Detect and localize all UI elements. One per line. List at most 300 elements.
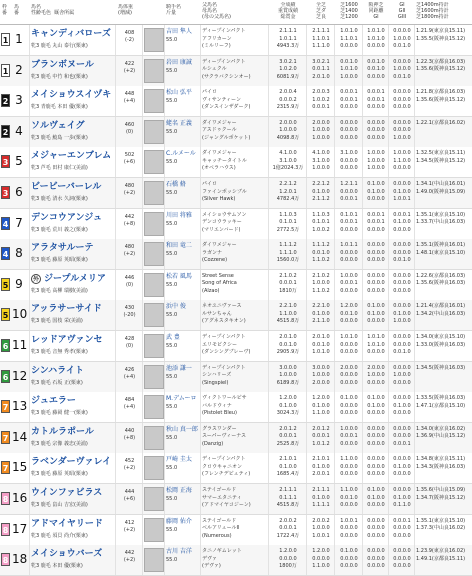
horse-weight: 442 (+8) [123, 213, 136, 227]
jockey-weight: 55.0 [166, 98, 178, 105]
horse-number: 4 [15, 123, 23, 138]
horse-weight: 446 (0) [124, 274, 135, 288]
horse-name-link[interactable]: ウインファビラス [31, 488, 103, 498]
horse-weight: 442 (+2) [123, 550, 136, 564]
track-record: 1.2.0.0 0.1.0.0 1.1.0.0 [312, 395, 330, 417]
track-record: 2.0.0.2 1.0.0.0 1.0.0.1 [312, 517, 330, 539]
pedigree: タニノギムレット デヴァ (デヴァ) [202, 548, 242, 570]
jockey-photo [144, 303, 164, 327]
slot-badge: 7 [1, 461, 10, 474]
jockey-name-link[interactable]: 浜中 俊 [166, 303, 186, 311]
jockey-name-link[interactable]: 岩田 康誠 [166, 58, 192, 66]
course-record: 0.1.0.0 0.1.0.0 0.0.0.0 [367, 395, 385, 417]
slot-badge: 1 [1, 33, 10, 46]
course-record: 1.0.1.0 1.0.1.0 0.0.0.0 [367, 334, 385, 355]
table-row[interactable] [0, 300, 472, 331]
jockey-photo [144, 273, 164, 297]
distance-record: 0.0.0.1 0.0.0.1 0.0.0.0 [340, 89, 358, 111]
jockey-weight: 55.0 [166, 404, 178, 411]
horse-number: 7 [15, 215, 23, 230]
jockey-name-link[interactable]: 川田 将雅 [166, 211, 192, 219]
horse-name-link[interactable]: カトルラポール [31, 426, 94, 437]
horse-name-link[interactable]: レッドアヴァンセ [31, 335, 103, 345]
horse-info: 牝3 鹿毛 中竹 和也(栗東) [31, 73, 88, 80]
header-jockey: 騎手名 斤量 [166, 4, 182, 16]
horse-info: 牝3 鹿毛 鮫島 一歩(栗東) [31, 134, 88, 141]
horse-weight: 408 (-2) [124, 30, 135, 43]
horse-number: 9 [15, 276, 23, 291]
slot-badge: 2 [1, 94, 10, 107]
grade-record: 0.0.0.0 0.0.0.0 0.0.1.0 [393, 334, 411, 355]
slot-badge: 7 [1, 400, 10, 413]
pedigree: ネオユニヴァース ルサンちゃん (アグネスタキオン) [202, 303, 246, 325]
track-record: 2.1.1.1 0.1.0.0 1.1.1.1 [312, 487, 330, 508]
best-times: 1.21.4(京都良16.01) 1.34.2(中山良16.03) [416, 303, 466, 317]
jockey-weight: 55.0 [166, 128, 178, 135]
table-row[interactable] [0, 392, 472, 423]
jockey-name-link[interactable]: 和田 竜二 [166, 242, 192, 250]
career-record: 4.1.0.0 3.1.0.0 1億2024.3万 [272, 150, 304, 172]
table-row[interactable] [0, 56, 472, 87]
track-record: 2.2.1.0 0.1.0.0 2.1.1.0 [312, 303, 330, 325]
career-record: 2.1.0.1 0.1.0.0 1685.4万 [276, 456, 300, 478]
table-row[interactable] [0, 239, 472, 270]
course-record: 0.0.0.0 0.0.0.0 0.0.0.0 [367, 548, 385, 570]
jockey-weight: 55.0 [166, 251, 178, 258]
header-record: 全成績 重賞成績 総賞金 [277, 2, 298, 20]
course-record: 0.1.0.0 0.1.0.0 0.0.0.0 [367, 303, 385, 325]
slot-badge: 6 [1, 339, 10, 352]
career-record: 2.1.1.1 1.0.1.1 4943.3万 [276, 28, 300, 49]
grade-record: 0.0.0.1 0.0.0.0 0.0.0.0 [393, 517, 411, 539]
course-record: 0.0.0.0 0.0.0.0 0.0.0.0 [367, 119, 385, 141]
grade-record: 0.0.0.0 0.0.0.0 0.0.1.0 [393, 242, 411, 264]
track-record: 2.2.1.2 0.1.0.0 2.1.1.2 [312, 181, 330, 202]
jockey-weight: 55.0 [166, 434, 178, 441]
jockey-weight: 55.0 [166, 220, 178, 227]
track-record: 2.0.0.3 1.0.0.2 0.0.0.1 [312, 89, 330, 111]
distance-record: 1.0.1.1 0.0.0.0 0.0.0.0 [340, 242, 358, 264]
horse-number: 12 [12, 368, 28, 383]
jockey-name-link[interactable]: 藤岡 佑介 [166, 517, 192, 525]
course-record: 0.0.0.0 0.0.0.0 0.0.0.0 [367, 425, 385, 447]
jockey-weight: 55.0 [166, 37, 178, 43]
grade-record: 0.0.0.0 1.0.0.0 0.0.1.0 [393, 58, 411, 80]
horse-number: 11 [12, 338, 28, 352]
course-record: 0.0.0.1 0.0.0.1 0.0.0.0 [367, 211, 385, 233]
jockey-name-link[interactable]: 松若 風馬 [166, 272, 192, 280]
grade-record: 0.0.0.0 0.0.0.0 0.0.0.1 [393, 425, 411, 447]
table-row[interactable] [0, 117, 472, 148]
track-record: 2.0.1.0 0.0.1.0 1.0.1.0 [312, 334, 330, 355]
header-distance: 芝1600 芝1400 芝1200 [340, 2, 358, 20]
horse-name-link[interactable]: ソルヴェイグ [31, 120, 85, 131]
horse-info: 牝3 青鹿毛 本田 優(栗東) [31, 104, 88, 111]
jockey-name-link[interactable]: 蛯名 正義 [166, 119, 192, 127]
jockey-photo [144, 59, 164, 83]
horse-number: 6 [15, 185, 23, 199]
grade-record: 0.0.0.0 0.1.0.0 0.1.1.0 [393, 487, 411, 508]
course-record: 0.1.0.0 0.1.0.0 0.0.0.0 [367, 487, 385, 508]
horse-info: 牝3 鹿毛 宗像 義忠(美浦) [31, 440, 88, 447]
header-weight: 馬体重 (増減) [118, 4, 134, 16]
grade-record: 0.0.0.0 0.0.0.0 0.0.0.0 [393, 272, 411, 294]
horse-weight: 430 (-20) [123, 305, 136, 319]
horse-number: 16 [12, 491, 28, 505]
pedigree: パイロ ファインポッシブル (Silver Hawk) [202, 181, 247, 202]
jockey-name-link[interactable]: 戸崎 圭太 [166, 456, 192, 464]
horse-weight: 444 (+6) [123, 489, 136, 502]
horse-number: 13 [12, 399, 28, 414]
career-record: 1.2.0.0 0.1.0.0 3024.3万 [276, 395, 300, 417]
horse-weight: 502 (+6) [123, 152, 136, 166]
slot-badge: 8 [1, 523, 10, 536]
horse-weight: 480 (+2) [123, 183, 136, 196]
slot-badge: 3 [1, 186, 10, 199]
best-times: 1.23.9(東京良16.02) 1.49.1(京都良15.11) [416, 548, 466, 562]
table-row[interactable] [0, 178, 472, 209]
course-record: 0.0.0.0 0.0.0.0 0.0.0.0 [367, 517, 385, 539]
best-times: 1.32.5(東京良15.11) 1.34.5(阪神良15.12) [416, 150, 466, 164]
header-pedigree: 父馬名 母馬名 (母の父馬名) [202, 2, 231, 20]
distance-record: 3.1.0.0 0.0.0.0 0.0.0.0 [340, 150, 358, 172]
course-record: 0.0.0.1 0.0.0.1 0.0.0.0 [367, 89, 385, 111]
horse-name-link[interactable]: デンコウアンジュ [31, 212, 103, 223]
jockey-photo [144, 28, 164, 52]
course-record: 1.0.0.0 1.0.0.0 1.0.0.0 [367, 150, 385, 172]
slot-badge: 2 [1, 125, 10, 138]
career-record: 3.0.0.0 1.0.0.0 6189.8万 [276, 364, 300, 386]
slot-badge: 6 [1, 370, 10, 383]
career-record: 2.0.0.4 0.0.0.2 2315.9万 [276, 89, 300, 111]
jockey-name-link[interactable]: 石橋 脩 [166, 181, 186, 188]
distance-record: 1.2.0.0 0.0.1.0 0.0.0.0 [340, 303, 358, 325]
jockey-photo [144, 548, 164, 572]
horse-name-link[interactable]: メジャーエンブレム [31, 151, 112, 162]
horse-number: 15 [12, 460, 28, 475]
horse-number: 8 [15, 246, 23, 261]
track-record: 1.1.0.3 0.1.0.1 1.0.0.2 [312, 211, 330, 233]
foreign-mark-badge: 外 [32, 275, 39, 283]
course-record: 2.0.0.0 1.0.0.0 0.0.0.0 [367, 364, 385, 386]
horse-name-link[interactable]: シンハライト [31, 365, 84, 376]
pedigree: ディープインパクト エリモピクシー (ダンシングブレーヴ) [202, 334, 251, 355]
horse-name-link[interactable]: アドマイヤリード [31, 518, 103, 529]
career-record: 2.0.1.0 0.0.1.0 2905.9万 [276, 334, 300, 355]
track-record: 1.1.1.2 0.0.1.0 1.1.0.2 [312, 242, 330, 264]
best-times: 1.35.1(東京良15.10) 1.37.3(中山良16.02) [416, 517, 466, 532]
jockey-photo [144, 334, 164, 358]
jockey-name-link[interactable]: 武 豊 [166, 334, 180, 341]
course-record: 0.0.1.0 0.0.1.0 0.0.0.0 [367, 58, 385, 80]
table-row[interactable] [0, 362, 472, 393]
horse-info: 牝3 芦毛 田村 康仁(美浦) [31, 165, 88, 172]
table-row[interactable] [0, 423, 472, 454]
career-record: 2.1.0.2 0.0.0.1 1810万 [279, 272, 297, 294]
jockey-weight: 55.0 [166, 373, 178, 380]
jockey-name-link[interactable]: 松山 弘平 [166, 89, 192, 97]
horse-name-link[interactable]: アッラサーサイド [31, 304, 102, 315]
slot-badge: 4 [1, 247, 10, 260]
career-record: 2.0.0.0 1.0.0.0 4098.8万 [276, 119, 300, 141]
best-times: 1.22.1(京都良16.02) [416, 119, 466, 126]
best-times: 1.34.0(東京良15.10) 1.33.0(阪神良16.03) [416, 334, 466, 348]
pedigree: ダイワメジャー ラガンナ (Cozzene) [202, 242, 237, 264]
table-row[interactable] [0, 270, 472, 301]
pedigree: ヴィクトワールピサ バルドウィナ (Pistolet Bleu) [202, 395, 247, 417]
horse-name-link[interactable]: ラベンダーヴァレイ [31, 457, 112, 468]
career-record: 1.1.1.2 1.1.1.0 1560.0万 [276, 242, 300, 264]
horse-name-link[interactable]: メイショウスイヅキ [31, 90, 112, 101]
distance-record: 0.0.1.0 1.0.1.0 1.0.0.0 [340, 58, 358, 80]
distance-record: 1.0.0.0 0.0.0.1 0.0.0.0 [340, 272, 358, 294]
horse-number: 14 [12, 429, 28, 444]
horse-info: 牝3 鹿毛 本田 優(栗東) [31, 563, 83, 570]
distance-record: 1.2.1.1 0.0.0.0 0.0.0.1 [340, 181, 358, 202]
track-record: 1.2.0.0 0.0.0.0 1.1.0.0 [312, 548, 330, 570]
header-slot: 枠 番 [2, 4, 8, 16]
best-times: 1.21.8(京都良16.03) 1.35.6(阪神良15.12) [416, 89, 466, 103]
table-header [0, 0, 472, 25]
horse-number: 1 [15, 32, 23, 46]
jockey-photo [144, 365, 164, 389]
header-course: 阪神芝 同距離 GI [368, 2, 384, 20]
best-times: 1.35.1(東京良15.10) 1.33.7(中山良16.03) [416, 211, 466, 226]
jockey-name-link[interactable]: C.ルメール [166, 150, 196, 158]
slot-badge: 8 [1, 553, 10, 566]
horse-weight: 428 (0) [124, 336, 135, 349]
career-record: 2.0.1.2 0.0.0.1 2525.8万 [276, 425, 300, 447]
horse-number: 2 [15, 62, 23, 77]
horse-info: 牝3 鹿毛 国枝 栄(美浦) [31, 318, 83, 325]
slot-badge: 4 [1, 217, 10, 230]
best-times: 1.34.5(阪神良16.03) [416, 364, 466, 371]
track-record: 2.1.1.1 1.1.0.1 1.1.1.0 [312, 28, 330, 49]
horse-name-link[interactable]: アラタサルーテ [31, 243, 94, 254]
grade-record: 0.0.0.0 0.0.0.0 0.0.0.0 [393, 89, 411, 111]
distance-record: 1.0.0.1 0.0.0.0 0.0.0.0 [340, 517, 358, 539]
grade-record: 1.0.0.0 1.1.0.0 0.0.0.0 [393, 150, 411, 172]
grade-record: 0.0.0.0 0.0.0.0 0.0.0.0 [393, 548, 411, 570]
pedigree: パイロ ヴィサンティーン (ダンスインザダーク) [202, 89, 251, 111]
jockey-weight: 55.0 [166, 281, 178, 288]
horse-number: 3 [15, 93, 23, 108]
grade-record: 0.0.0.0 0.1.0.0 1.0.0.0 [393, 303, 411, 325]
career-record: 1.2.0.0 0.0.0.0 1800万 [279, 548, 297, 570]
horse-info: 牝3 鹿毛 音無 秀孝(栗東) [31, 349, 88, 355]
best-times: 1.22.3(京都良16.03) 1.35.6(阪神良15.12) [416, 58, 466, 73]
course-record: 0.0.0.0 0.0.0.0 0.0.0.0 [367, 456, 385, 478]
table-row[interactable] [0, 25, 472, 56]
course-record: 0.0.0.0 0.0.0.0 0.0.0.0 [367, 272, 385, 294]
grade-record: 0.0.0.0 0.1.0.0 0.0.0.0 [393, 395, 411, 417]
horse-weight: 448 (+4) [123, 91, 136, 105]
pedigree: ダイワメジャー アスドゥクール (ジャングルポケット) [202, 119, 251, 141]
table-row[interactable] [0, 484, 472, 515]
distance-record: 0.1.0.1 0.0.0.1 0.0.0.0 [340, 211, 358, 233]
jockey-photo [144, 120, 164, 144]
jockey-photo [144, 426, 164, 450]
career-record: 1.1.0.3 0.1.0.1 2772.5万 [276, 211, 300, 233]
best-times: 1.33.5(阪神良16.03) 1.47.1(京都良15.10) [416, 395, 466, 409]
career-record: 2.1.1.1 0.1.1.1 4515.8万 [276, 487, 300, 508]
jockey-photo [144, 242, 164, 266]
horse-weight: 484 (+4) [123, 397, 136, 411]
horse-weight: 480 (+2) [123, 244, 136, 258]
jockey-photo [144, 212, 164, 236]
jockey-weight: 55.0 [166, 159, 178, 166]
horse-info: 牝3 鹿毛 石坂 正(栗東) [31, 379, 83, 386]
pedigree: メイショウサムソン デンコウラッキー (マリエンバード) [202, 211, 247, 233]
pedigree: グラスワンダー スーパーヴィーナス (Danzig) [202, 425, 247, 447]
track-record: 2.0.0.0 1.0.0.0 1.0.0.0 [312, 119, 330, 141]
horse-number: 5 [15, 154, 23, 169]
jockey-weight: 55.0 [166, 190, 178, 196]
jockey-weight: 55.0 [166, 496, 178, 502]
horse-name-link[interactable]: キャンディバローズ [31, 29, 111, 39]
jockey-weight: 55.0 [166, 312, 178, 319]
slot-badge: 3 [1, 155, 10, 168]
table-row[interactable] [0, 331, 472, 362]
jockey-photo [144, 456, 164, 480]
jockey-name-link[interactable]: 古川 吉洋 [166, 548, 192, 556]
horse-info: 牝3 鹿毛 畠山 吉宏(美浦) [31, 502, 88, 508]
grade-record: 0.0.0.1 0.1.0.0 0.0.0.0 [393, 211, 411, 233]
grade-record: 0.0.0.0 0.0.0.0 1.0.0.0 [393, 119, 411, 141]
table-row[interactable] [0, 147, 472, 178]
track-record: 3.0.2.1 0.0.1.1 2.0.1.0 [312, 58, 330, 80]
horse-info: 牝3 鹿毛 須貝 尚介(栗東) [31, 532, 88, 539]
jockey-weight: 55.0 [166, 465, 178, 472]
track-record: 4.1.0.0 3.1.0.0 1.0.0.0 [312, 150, 330, 172]
horse-number: 18 [12, 552, 28, 567]
pedigree: ディープインパクト アフリカーン (ミルリーフ) [202, 28, 246, 49]
career-record: 2.0.0.2 0.0.0.1 1722.4万 [276, 517, 300, 539]
horse-info: 牝3 鹿毛 藤原 英昭(栗東) [31, 257, 88, 264]
jockey-weight: 55.0 [166, 67, 178, 74]
best-times: 1.35.1(阪神良16.01) 1.48.1(東京良15.10) [416, 242, 466, 256]
distance-record: 1.0.0.0 0.0.0.1 0.0.0.0 [340, 425, 358, 447]
track-record: 2.1.0.1 0.1.0.0 2.0.0.1 [312, 456, 330, 478]
pedigree: ディープインパクト ルシュクル (サクラバクシンオー) [202, 58, 251, 80]
best-times: 1.34.1(中山良16.01) 1.49.0(阪神良15.09) [416, 181, 466, 195]
horse-name-link[interactable]: ビービーバーレル [31, 182, 102, 192]
distance-record: 1.1.0.0 0.0.0.0 0.0.0.0 [340, 456, 358, 478]
career-record: 2.2.1.0 1.1.0.0 4515.8万 [276, 303, 300, 325]
distance-record: 0.1.0.0 0.0.0.0 0.0.0.0 [340, 395, 358, 417]
jockey-name-link[interactable]: 秋山 真一郎 [166, 425, 198, 433]
horse-weight: 440 (+8) [123, 427, 136, 441]
track-record: 3.0.0.0 1.0.0.0 2.0.0.0 [312, 364, 330, 386]
grade-record: 0.0.0.0 0.1.0.0 0.0.0.0 [393, 456, 411, 478]
best-times: 1.34.8(東京良15.11) 1.34.3(阪神良16.03) [416, 456, 466, 470]
jockey-name-link[interactable]: M.デムーロ [166, 395, 197, 403]
horse-info: 牝3 鹿毛 清水 久詞(栗東) [31, 196, 88, 202]
table-row[interactable] [0, 453, 472, 484]
header-best-time: 芝1400m持計 芝1600m持計 芝1800m持計 [416, 2, 449, 20]
table-row[interactable] [0, 545, 472, 576]
jockey-photo [144, 487, 164, 511]
header-grade: GI GII GIII [397, 2, 407, 20]
horse-info: 牝3 鹿毛 荒川 義之(栗東) [31, 226, 88, 233]
horse-weight: 460 (0) [124, 121, 135, 135]
jockey-name-link[interactable]: 吉田 隼人 [166, 28, 192, 35]
horse-weight: 426 (+4) [123, 366, 136, 380]
horse-info: 牝3 鹿毛 丸山 泰行(栗東) [31, 43, 88, 49]
pedigree: ステイゴールド ベルアリュールⅡ (Numerous) [202, 517, 240, 539]
pedigree: ステイゴールド サマーエタニティ (アドマイヤコジーン) [202, 487, 251, 508]
jockey-name-link[interactable]: 池添 謙一 [166, 364, 192, 372]
distance-record: 0.0.0.0 0.0.0.0 0.0.0.0 [340, 119, 358, 141]
career-record: 2.2.1.2 1.2.0.1 4782.4万 [276, 181, 300, 202]
distance-record: 2.0.0.0 0.0.0.0 0.0.0.0 [340, 364, 358, 386]
grade-record: 0.0.0.0 1.0.0.0 0.0.1.0 [393, 28, 411, 49]
track-record: 2.1.0.2 1.0.0.0 1.1.0.2 [312, 272, 330, 294]
course-record: 0.0.0.0 0.0.0.0 0.0.0.0 [367, 242, 385, 264]
pedigree: ディープインパクト シンハリーズ (Singspiel) [202, 364, 246, 386]
pedigree: ディープインパクト クロウキャニオン (フレンチデピュティ) [202, 456, 251, 478]
grade-record: 0.0.0.0 0.1.0.0 1.0.0.1 [393, 181, 411, 202]
horse-name-link[interactable]: ブランボヌール [31, 59, 94, 70]
best-times: 1.22.6(京都良16.03) 1.35.6(阪神良16.03) [416, 272, 466, 287]
header-track: 全芝 芝ダ 芝良 [315, 2, 326, 20]
career-record: 3.0.2.1 1.0.2.0 6081.9万 [276, 58, 300, 80]
jockey-photo [144, 150, 164, 174]
distance-record: 1.1.0.0 0.0.1.0 0.0.0.0 [340, 487, 358, 508]
grade-record: 0.0.0.0 1.0.0.0 0.0.0.0 [393, 364, 411, 386]
jockey-photo [144, 518, 164, 542]
distance-record: 1.0.1.0 0.0.0.0 0.0.0.0 [340, 334, 358, 355]
best-times: 1.21.9(東京良15.11) 1.35.5(阪神良15.12) [416, 28, 466, 42]
slot-badge: 5 [1, 278, 10, 291]
header-number: 馬 番 [14, 4, 20, 16]
distance-record: 0.1.0.0 0.0.0.0 0.0.0.0 [340, 548, 358, 570]
table-row[interactable] [0, 86, 472, 117]
horse-info: 牝3 鹿毛 高柳 瑞樹(美浦) [31, 287, 88, 294]
horse-name-link[interactable]: ジュエラー [31, 396, 76, 407]
horse-weight: 412 (+2) [123, 519, 136, 533]
header-horse-name: 馬名 性齢毛色 厩舎所属 [31, 4, 75, 16]
pedigree: Street Sense Song of Africa (Alzao) [202, 272, 237, 294]
horse-number: 17 [12, 521, 28, 536]
jockey-photo [144, 395, 164, 419]
horse-name-link[interactable]: メイショウバーズ [31, 549, 103, 560]
course-record: 1.0.1.0 1.0.1.0 0.0.0.0 [367, 28, 385, 49]
jockey-photo [144, 181, 164, 205]
horse-info: 牝3 鹿毛 藤岡 健一(栗東) [31, 410, 88, 417]
course-record: 0.1.0.0 0.1.0.0 0.0.0.0 [367, 181, 385, 202]
jockey-photo [144, 89, 164, 113]
horse-weight: 452 (+2) [123, 458, 136, 472]
table-row[interactable] [0, 515, 472, 546]
slot-badge: 7 [1, 431, 10, 444]
horse-info: 牝3 鹿毛 藤原 英昭(栗東) [31, 471, 88, 478]
slot-badge: 5 [1, 308, 10, 321]
distance-record: 1.0.1.0 1.1.0.1 0.0.0.0 [340, 28, 358, 49]
table-row[interactable] [0, 209, 472, 240]
slot-badge: 1 [1, 64, 10, 77]
slot-badge: 8 [1, 492, 10, 505]
best-times: 1.34.0(東京良16.02) 1.36.9(中山良15.12) [416, 425, 466, 440]
horse-name-link[interactable]: ジープルメリア [44, 273, 106, 284]
jockey-weight: 55.0 [166, 526, 178, 533]
best-times: 1.35.6(中山良15.09) 1.34.7(阪神良15.12) [416, 487, 466, 501]
jockey-weight: 55.0 [166, 343, 178, 349]
jockey-weight: 55.0 [166, 557, 178, 564]
track-record: 2.0.1.2 0.0.0.1 1.0.1.2 [312, 425, 330, 447]
jockey-name-link[interactable]: 松岡 正海 [166, 487, 192, 494]
horse-number: 10 [12, 307, 28, 322]
